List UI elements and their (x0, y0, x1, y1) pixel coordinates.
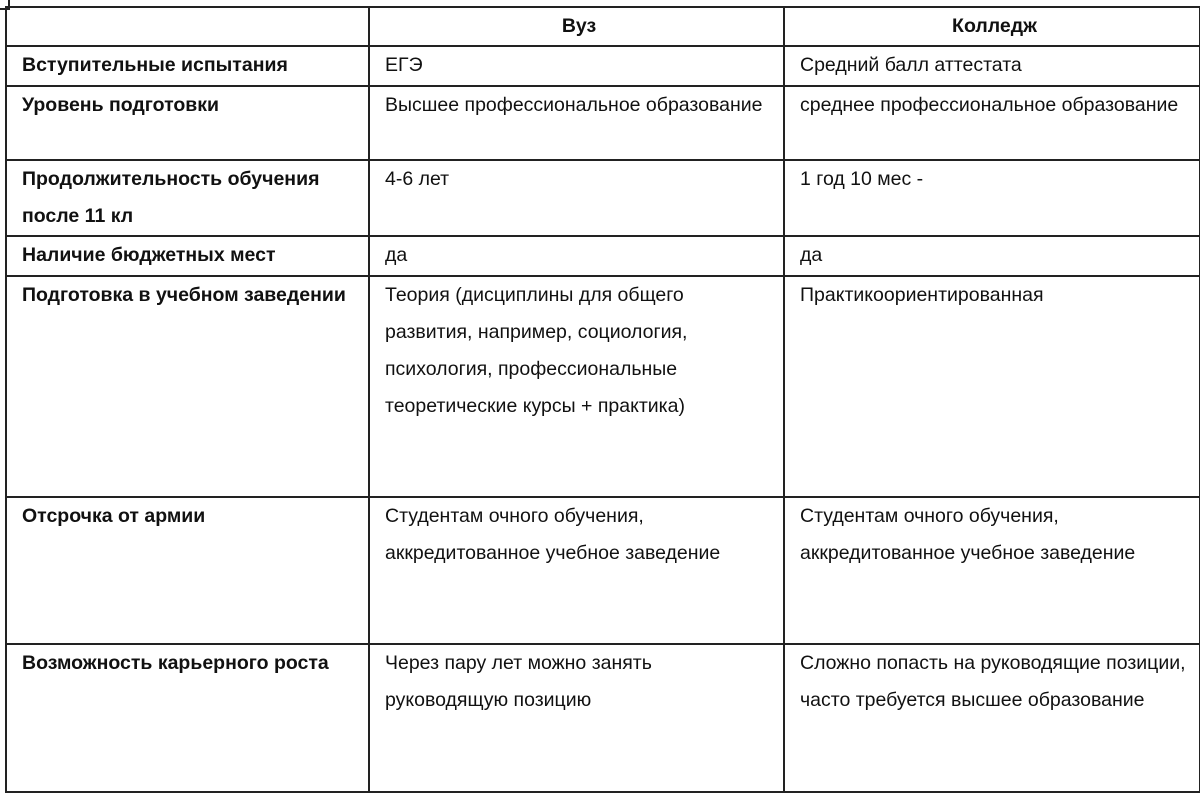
college-cell: Студентам очного обучения, аккредитованное учебное заведение (784, 497, 1200, 644)
table-row (6, 644, 1200, 792)
vuz-cell: Высшее профессиональное образование (369, 86, 784, 160)
vuz-cell: да (369, 236, 784, 276)
table-row (6, 160, 1200, 236)
row-label: Возможность карьерного роста (6, 644, 369, 792)
row-label: Отсрочка от армии (6, 497, 369, 644)
row-label: Продолжительность обучения после 11 кл (6, 160, 369, 236)
table-row (6, 236, 1200, 276)
table-row (6, 497, 1200, 644)
college-cell: Сложно попасть на руководящие позиции, часто требуется высшее образование (784, 644, 1200, 792)
vuz-cell: ЕГЭ (369, 46, 784, 86)
row-label: Подготовка в учебном заведении (6, 276, 369, 497)
college-cell: Средний балл аттестата (784, 46, 1200, 86)
vuz-cell: Теория (дисциплины для общего развития, например, социология, психология, профессиональные теоретические курсы + практика) (369, 276, 784, 497)
header-vuz: Вуз (369, 7, 784, 46)
header-empty-cell (6, 7, 369, 46)
row-label: Наличие бюджетных мест (6, 236, 369, 276)
header-college: Колледж (784, 7, 1200, 46)
comparison-table (5, 6, 1200, 793)
college-cell: да (784, 236, 1200, 276)
row-label: Уровень подготовки (6, 86, 369, 160)
vuz-cell: Через пару лет можно занять руководящую позицию (369, 644, 784, 792)
table-header-row (6, 7, 1200, 46)
college-cell: Практикоориентированная (784, 276, 1200, 497)
table-row (6, 276, 1200, 497)
college-cell: среднее профессиональное образование (784, 86, 1200, 160)
college-cell: 1 год 10 мес - (784, 160, 1200, 236)
row-label: Вступительные испытания (6, 46, 369, 86)
table-row (6, 46, 1200, 86)
vuz-cell: Студентам очного обучения, аккредитованное учебное заведение (369, 497, 784, 644)
vuz-cell: 4-6 лет (369, 160, 784, 236)
table-row (6, 86, 1200, 160)
